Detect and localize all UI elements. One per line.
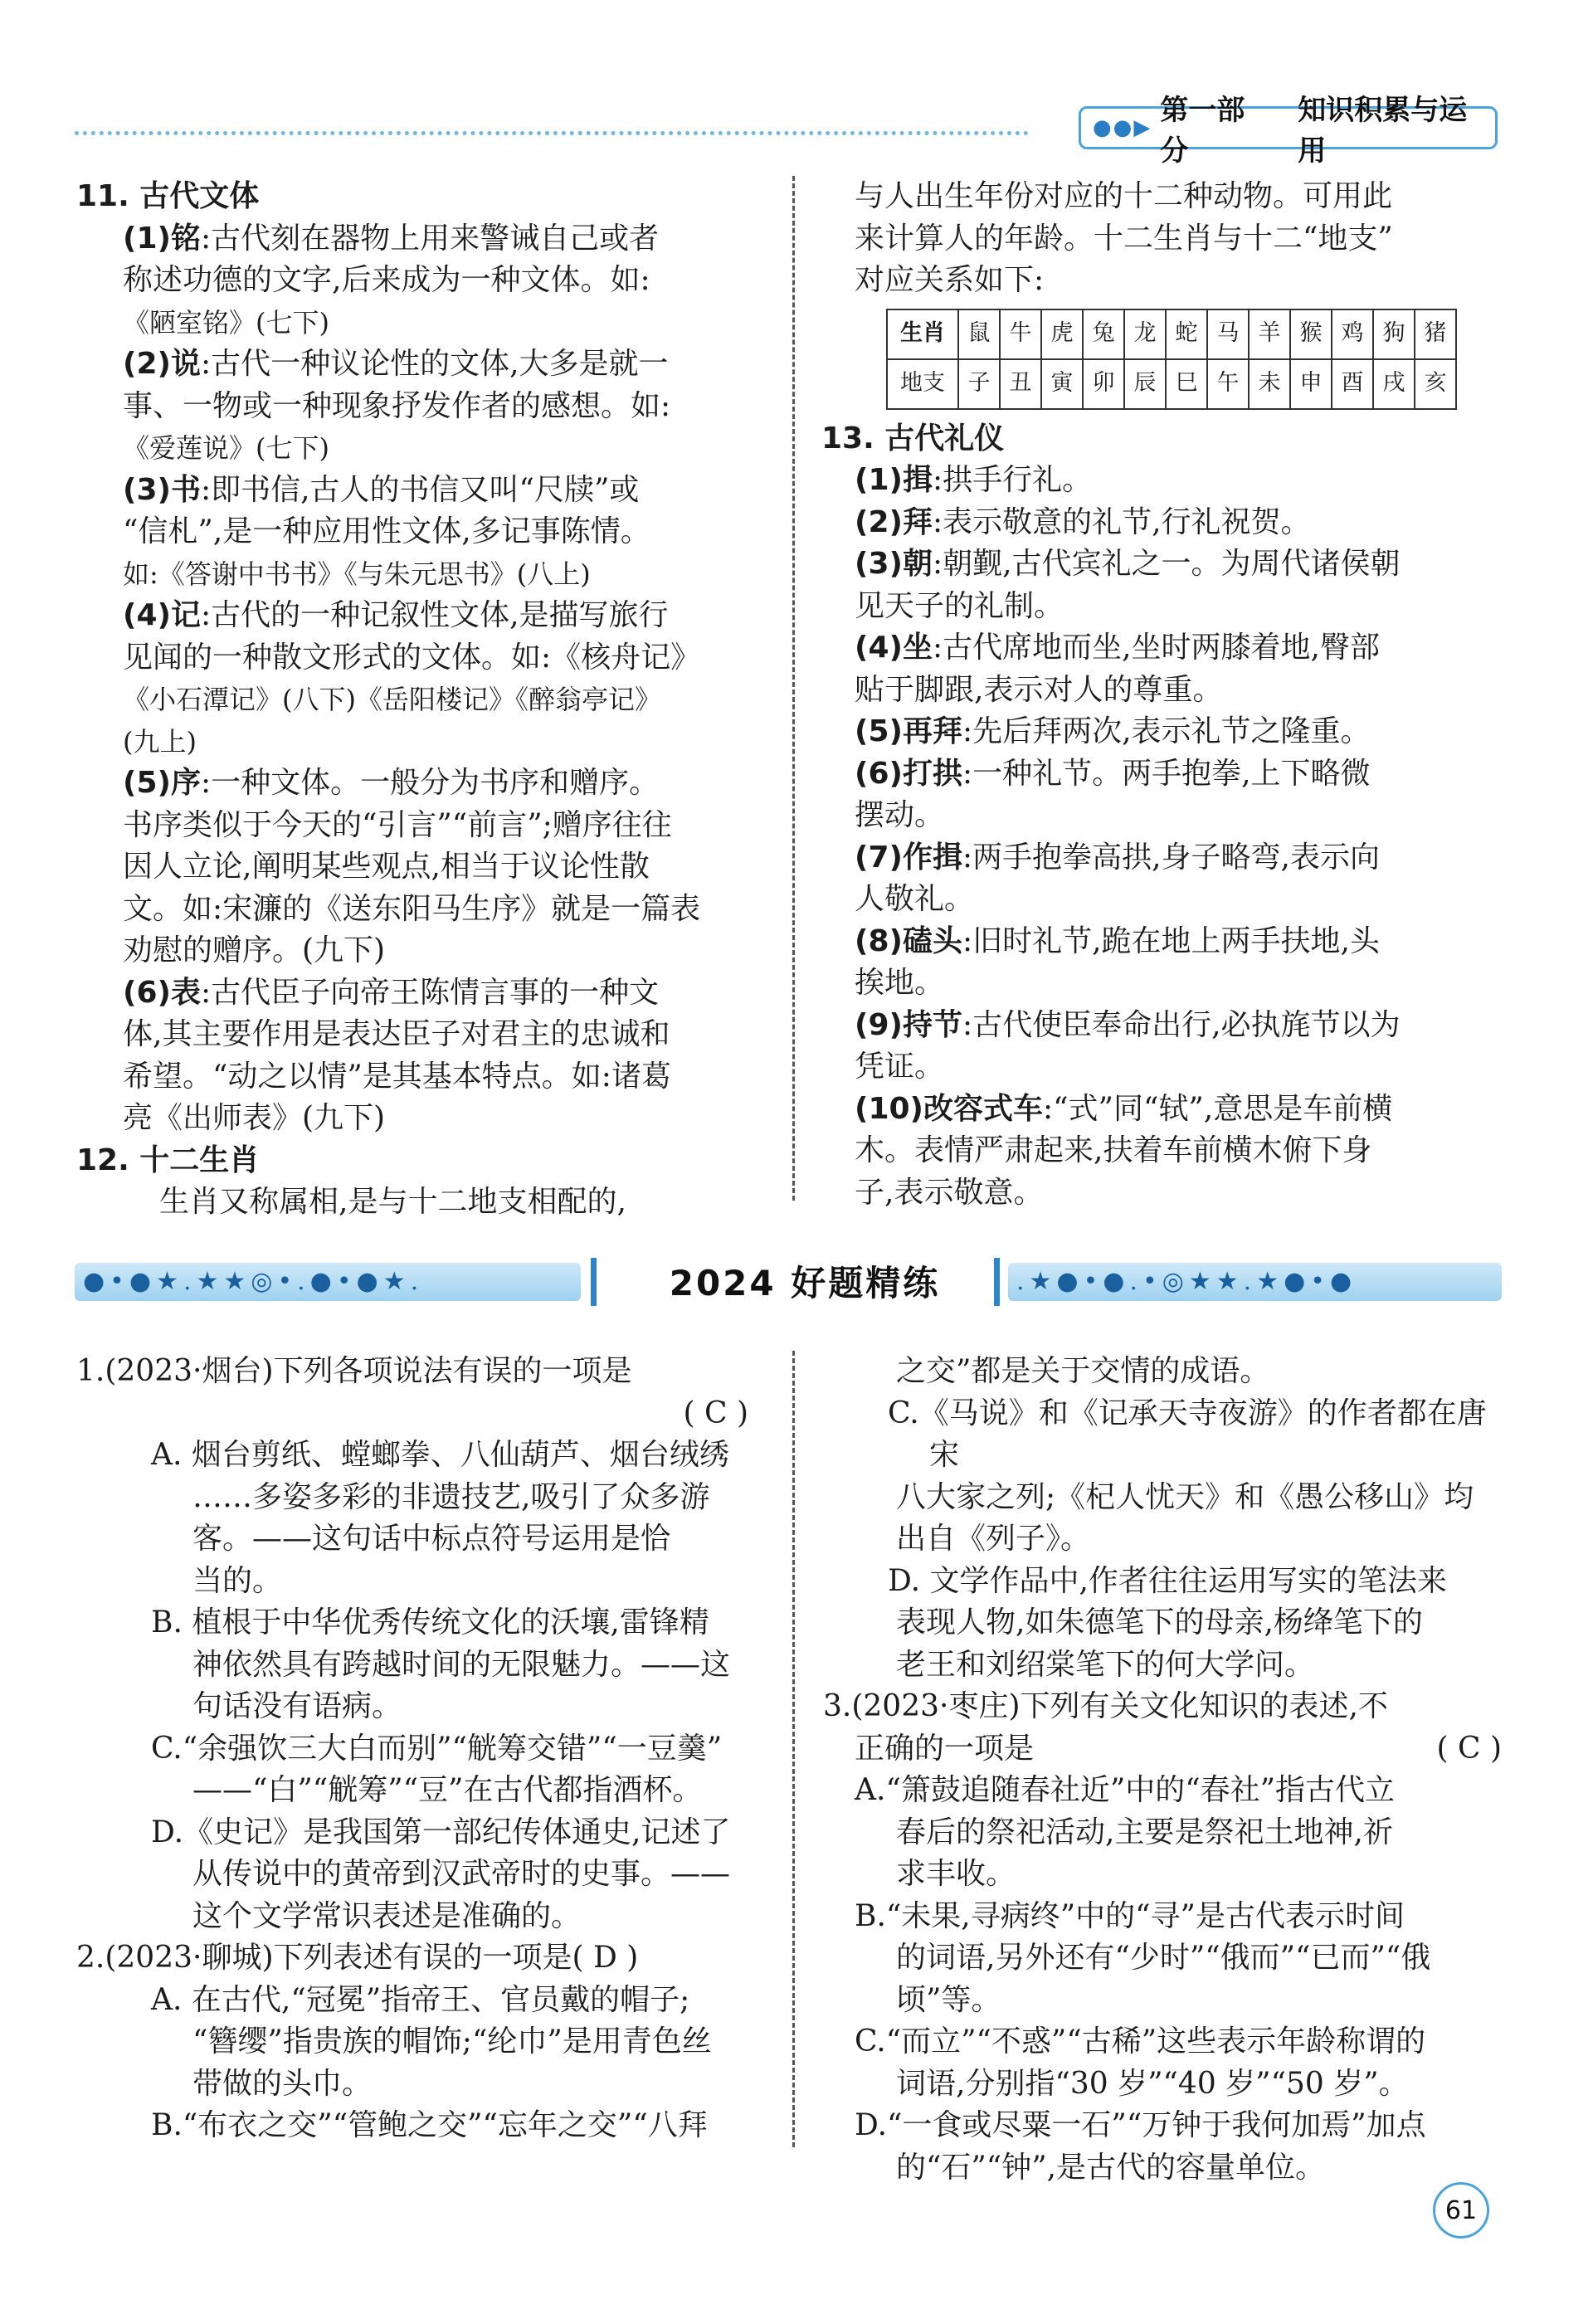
zodiac-cell: 虎: [1041, 309, 1083, 359]
s13-line: 贴于脚跟,表示对人的尊重。: [855, 672, 1223, 707]
s11-line: 文。如:宋濂的《送东阳马生序》就是一篇表: [123, 891, 701, 926]
s11-line: 因人立论,阐明某些观点,相当于议论性散: [123, 850, 650, 884]
s13-line: 见天子的礼制。: [855, 588, 1064, 623]
q2-option-line: C.《马说》和《记承天寺夜游》的作者都在唐宋: [888, 1396, 1487, 1472]
knowledge-right-column: [821, 176, 1510, 1214]
q3-option-line: A.“箫鼓追随春社近”中的“春社”指古代立: [855, 1773, 1396, 1807]
s11-line: “信札”,是一种应用性文体,多记事陈情。: [123, 514, 650, 548]
s13-line: 凭证。: [855, 1050, 945, 1084]
zodiac-cell: 酉: [1332, 359, 1373, 409]
q1-option-line: ……多姿多彩的非遗技艺,吸引了众多游: [192, 1479, 710, 1514]
q2-option-line: 出自《列子》。: [896, 1522, 1091, 1556]
header-dotted-rule: [75, 131, 1029, 135]
banner-bar-left: [591, 1258, 597, 1306]
q3-option-line: 的词语,另外还有“少时”“俄而”“已而”“俄: [896, 1941, 1431, 1975]
s13-line: 木。表情严肃起来,扶着车前横木俯下身: [855, 1133, 1372, 1167]
q1-option-line: 这个文学常识表述是准确的。: [192, 1898, 582, 1933]
q1-option-line: 当的。: [192, 1563, 283, 1598]
q3-option-line: C.“而立”“不惑”“古稀”这些表示年龄称谓的: [855, 2024, 1426, 2058]
s13-line: (4)坐:古代席地而坐,坐时两膝着地,臀部: [855, 631, 1380, 665]
s11-line: 称述功德的文字,后来成为一种文体。如:: [123, 263, 650, 297]
s11-line: 希望。“动之以情”是其基本特点。如:诸葛: [123, 1059, 671, 1094]
q1-option-line: 句话没有语病。: [192, 1689, 402, 1723]
s13-line: (1)揖:拱手行礼。: [855, 463, 1093, 497]
s13-line: 子,表示敬意。: [855, 1175, 1044, 1210]
zodiac-cell: 猴: [1290, 309, 1332, 359]
s11-line: 书序类似于今天的“引言”“前言”;赠序往往: [123, 807, 672, 842]
s13-line: 摆动。: [855, 798, 945, 832]
practice-banner: [75, 1251, 1502, 1311]
section-label: 第一部分: [1160, 94, 1245, 168]
zodiac-cell: 兔: [1083, 309, 1124, 359]
zodiac-branch-row: [887, 359, 1456, 409]
zodiac-cell: 未: [1249, 359, 1290, 409]
zodiac-cell: 巳: [1166, 359, 1207, 409]
s11-line: 体,其主要作用是表达臣子对君主的忠诚和: [123, 1017, 670, 1051]
zodiac-cell: 猪: [1415, 309, 1456, 359]
q1-option-line: 神依然具有跨越时间的无限魅力。——这: [192, 1647, 731, 1682]
zodiac-animal-row: [887, 309, 1456, 359]
q1-option-line: C.“余强饮三大白而别”“觥筹交错”“一豆羹”: [151, 1731, 723, 1766]
zodiac-cell: 丑: [1000, 359, 1041, 409]
s11-line: 《爱莲说》(七下): [123, 432, 329, 464]
s11-line: 亮《出师表》(九下): [123, 1101, 386, 1135]
knowledge-left-column: [76, 176, 757, 1224]
s11-line: 见闻的一种散文形式的文体。如:《核舟记》: [123, 640, 701, 675]
q2-option-line: 老王和刘绍棠笔下的何大学问。: [896, 1647, 1315, 1682]
column-divider: [792, 176, 795, 1201]
q2-option-line: A. 在古代,“冠冕”指帝王、官员戴的帽子;: [151, 1982, 690, 2017]
zodiac-cell: 午: [1207, 359, 1249, 409]
section-header: [1079, 94, 1498, 168]
question-1-stem: 1.(2023·烟台)下列各项说法有误的一项是: [76, 1354, 632, 1388]
s11-line: 事、一物或一种现象抒发作者的感想。如:: [123, 388, 671, 423]
zodiac-cell: 寅: [1041, 359, 1083, 409]
s11-line: (4)记:古代的一种记叙性文体,是描写旅行: [123, 598, 669, 632]
q3-option-line: 词语,分别指“30 岁”“40 岁”“50 岁”。: [896, 2066, 1409, 2101]
zodiac-cell: 卯: [1083, 359, 1124, 409]
s13-line: 人敬礼。: [855, 882, 975, 916]
zodiac-cell: 辰: [1124, 359, 1166, 409]
s11-line: (1)铭:古代刻在器物上用来警诫自己或者: [123, 221, 660, 256]
q3-option-line: 春后的祭祀活动,主要是祭祀土地神,祈: [896, 1815, 1393, 1849]
s11-line: 劝慰的赠序。(九下): [123, 933, 386, 967]
q2-option-line: B.“布衣之交”“管鲍之交”“忘年之交”“八拜: [151, 2108, 708, 2142]
s11-line: (3)书:即书信,古人的书信又叫“尺牍”或: [123, 472, 640, 507]
q1-option-line: B. 植根于中华优秀传统文化的沃壤,雷锋精: [151, 1605, 709, 1639]
zodiac-cell: 蛇: [1166, 309, 1207, 359]
s13-line: (8)磕头:旧时礼节,跪在地上两手扶地,头: [855, 923, 1380, 958]
section-11-heading: 11. 古代文体: [76, 179, 260, 213]
q3-option-line: 求丰收。: [896, 1857, 1016, 1891]
q2-option-line: 带做的头巾。: [192, 2066, 373, 2101]
questions-right-column: [823, 1351, 1510, 2189]
zodiac-cell: 羊: [1249, 309, 1290, 359]
section-13-heading: 13. 古代礼仪: [821, 421, 1005, 456]
question-3-stem: 3.(2023·枣庄)下列有关文化知识的表述,不: [823, 1689, 1388, 1723]
s13-line: (7)作揖:两手抱拳高拱,身子略弯,表示向: [855, 840, 1380, 875]
question-2-stem: 2.(2023·聊城)下列表述有误的一项是( D ): [76, 1941, 639, 1975]
zodiac-cell: 亥: [1415, 359, 1456, 409]
q3-option-line: B.“未果,寻病终”中的“寻”是古代表示时间: [855, 1898, 1405, 1933]
zodiac-cell: 子: [958, 359, 1000, 409]
q2-option-line: 八大家之列;《杞人忧天》和《愚公移山》均: [896, 1479, 1474, 1514]
page-number: 61: [1433, 2182, 1489, 2239]
question-3-answer: ( C ): [1436, 1731, 1502, 1766]
section-title: 知识积累与运用: [1298, 94, 1468, 168]
zodiac-cell: 狗: [1373, 309, 1415, 359]
s13-line: (6)打拱:一种礼节。两手抱拳,上下略微: [855, 756, 1371, 791]
zodiac-cell: 戌: [1373, 359, 1415, 409]
q2-option-line: 表现人物,如朱德笔下的母亲,杨绛笔下的: [896, 1605, 1423, 1639]
banner-title: 2024 好题精练: [669, 1263, 941, 1303]
column-divider: [792, 1351, 795, 2147]
zodiac-cell: 申: [1290, 359, 1332, 409]
zodiac-cell: 马: [1207, 309, 1249, 359]
q1-option-line: D.《史记》是我国第一部纪传体通史,记述了: [151, 1815, 731, 1849]
s13-line: (3)朝:朝觐,古代宾礼之一。为周代诸侯朝: [855, 547, 1401, 581]
zodiac-cell: 鼠: [958, 309, 1000, 359]
s13-line: (9)持节:古代使臣奉命出行,必执旄节以为: [855, 1007, 1401, 1042]
q3-option-line: D.“一食或尽粟一石”“万钟于我何加焉”加点: [855, 2108, 1426, 2142]
s11-line: (6)表:古代臣子向帝王陈情言事的一种文: [123, 975, 660, 1010]
q2-option-line: 之交”都是关于交情的成语。: [896, 1354, 1270, 1388]
question-3-stem: 正确的一项是 ( C ): [855, 1728, 1510, 1771]
zodiac-cell: 鸡: [1332, 309, 1373, 359]
s13-line: (5)再拜:先后拜两次,表示礼节之隆重。: [855, 714, 1371, 748]
s11-line: 如:《答谢中书书》《与朱元思书》(八上): [123, 558, 591, 590]
zodiac-header-cell: 地支: [887, 359, 958, 409]
s11-line: (5)序:一种文体。一般分为书序和赠序。: [123, 766, 660, 800]
s11-line: 《小石潭记》(八下)《岳阳楼记》《醉翁亭记》: [123, 684, 661, 715]
q2-option-line: D. 文学作品中,作者往往运用写实的笔法来: [888, 1563, 1447, 1598]
q3-option-line: 的“石”“钟”,是古代的容量单位。: [896, 2150, 1326, 2185]
banner-decoration-right: .★●•●.•◎★★.★●•●: [1008, 1263, 1502, 1301]
banner-decoration-left: ●•●★.★★◎•.●•●★.: [75, 1263, 581, 1301]
question-1-answer: ( C ): [683, 1396, 748, 1430]
s11-line: (2)说:古代一种议论性的文体,大多是就一: [123, 347, 669, 381]
s11-line: 《陋室铭》(七下): [123, 306, 329, 339]
s12-line: 生肖又称属相,是与十二地支相配的,: [159, 1185, 626, 1219]
s11-line: (九上): [123, 725, 197, 758]
s13-line: (2)拜:表示敬意的礼节,行礼祝贺。: [855, 504, 1311, 539]
q2-option-line: “簪缨”指贵族的帽饰;“纶巾”是用青色丝: [192, 2024, 712, 2058]
s12-line: 与人出生年份对应的十二种动物。可用此: [855, 179, 1393, 213]
zodiac-table: [886, 309, 1457, 410]
s12-line: 对应关系如下:: [855, 263, 1045, 297]
arrow-dots-icon: ●●▶: [1093, 115, 1152, 140]
q1-option-line: A. 烟台剪纸、螳螂拳、八仙葫芦、烟台绒绣: [151, 1438, 729, 1472]
q3-option-line: 顷”等。: [896, 1982, 1001, 2017]
q1-option-line: 客。——这句话中标点符号运用是恰: [192, 1522, 671, 1556]
zodiac-cell: 牛: [1000, 309, 1041, 359]
s13-line: 挨地。: [855, 966, 945, 1000]
q1-option-line: ——“白”“觥筹”“豆”在古代都指酒杯。: [192, 1773, 703, 1807]
questions-left-column: [76, 1351, 765, 2147]
zodiac-cell: 龙: [1124, 309, 1166, 359]
section-12-heading: 12. 十二生肖: [76, 1143, 260, 1177]
zodiac-header-cell: 生肖: [887, 309, 958, 359]
s13-line: (10)改容式车:“式”同“轼”,意思是车前横: [855, 1091, 1393, 1126]
banner-bar-right: [994, 1258, 1000, 1306]
s12-line: 来计算人的年龄。十二生肖与十二“地支”: [855, 221, 1393, 256]
q1-option-line: 从传说中的黄帝到汉武帝时的史事。——: [192, 1857, 731, 1891]
